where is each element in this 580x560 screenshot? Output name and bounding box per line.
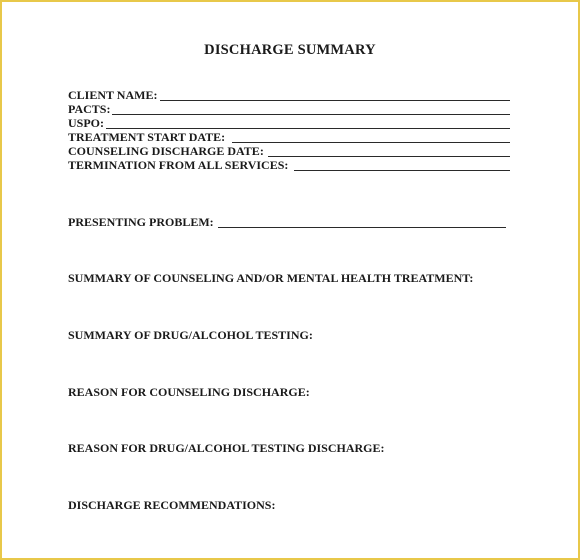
drug-testing-discharge-reason-heading: REASON FOR DRUG/ALCOHOL TESTING DISCHARGE: [68,441,385,455]
termination-label: TERMINATION FROM ALL SERVICES: [68,158,289,172]
pacts-line[interactable] [112,114,510,115]
presenting-problem-field[interactable] [68,215,506,229]
counseling-discharge-date-field[interactable] [68,144,510,158]
drug-testing-summary-heading: SUMMARY OF DRUG/ALCOHOL TESTING: [68,328,313,342]
uspo-label: USPO: [68,116,104,130]
counseling-discharge-date-line[interactable] [268,156,510,157]
termination-field[interactable] [68,158,510,172]
counseling-discharge-reason-heading: REASON FOR COUNSELING DISCHARGE: [68,385,310,399]
presenting-problem-line[interactable] [218,227,506,228]
counseling-discharge-date-label: COUNSELING DISCHARGE DATE: [68,144,264,158]
discharge-recommendations-heading: DISCHARGE RECOMMENDATIONS: [68,498,276,512]
treatment-start-date-field[interactable] [68,130,510,144]
client-name-field[interactable] [68,88,510,102]
pacts-label: PACTS: [68,102,111,116]
counseling-summary-heading: SUMMARY OF COUNSELING AND/OR MENTAL HEALTH TREATMENT: [68,271,474,285]
uspo-field[interactable] [68,116,510,130]
treatment-start-date-label: TREATMENT START DATE: [68,130,226,144]
uspo-line[interactable] [106,128,510,129]
form-title: DISCHARGE SUMMARY [204,42,376,58]
client-name-label: CLIENT NAME: [68,88,158,102]
treatment-start-date-line[interactable] [232,142,510,143]
pacts-field[interactable] [68,102,510,116]
client-name-line[interactable] [160,100,510,101]
presenting-problem-label: PRESENTING PROBLEM: [68,215,214,229]
termination-line[interactable] [294,170,510,171]
